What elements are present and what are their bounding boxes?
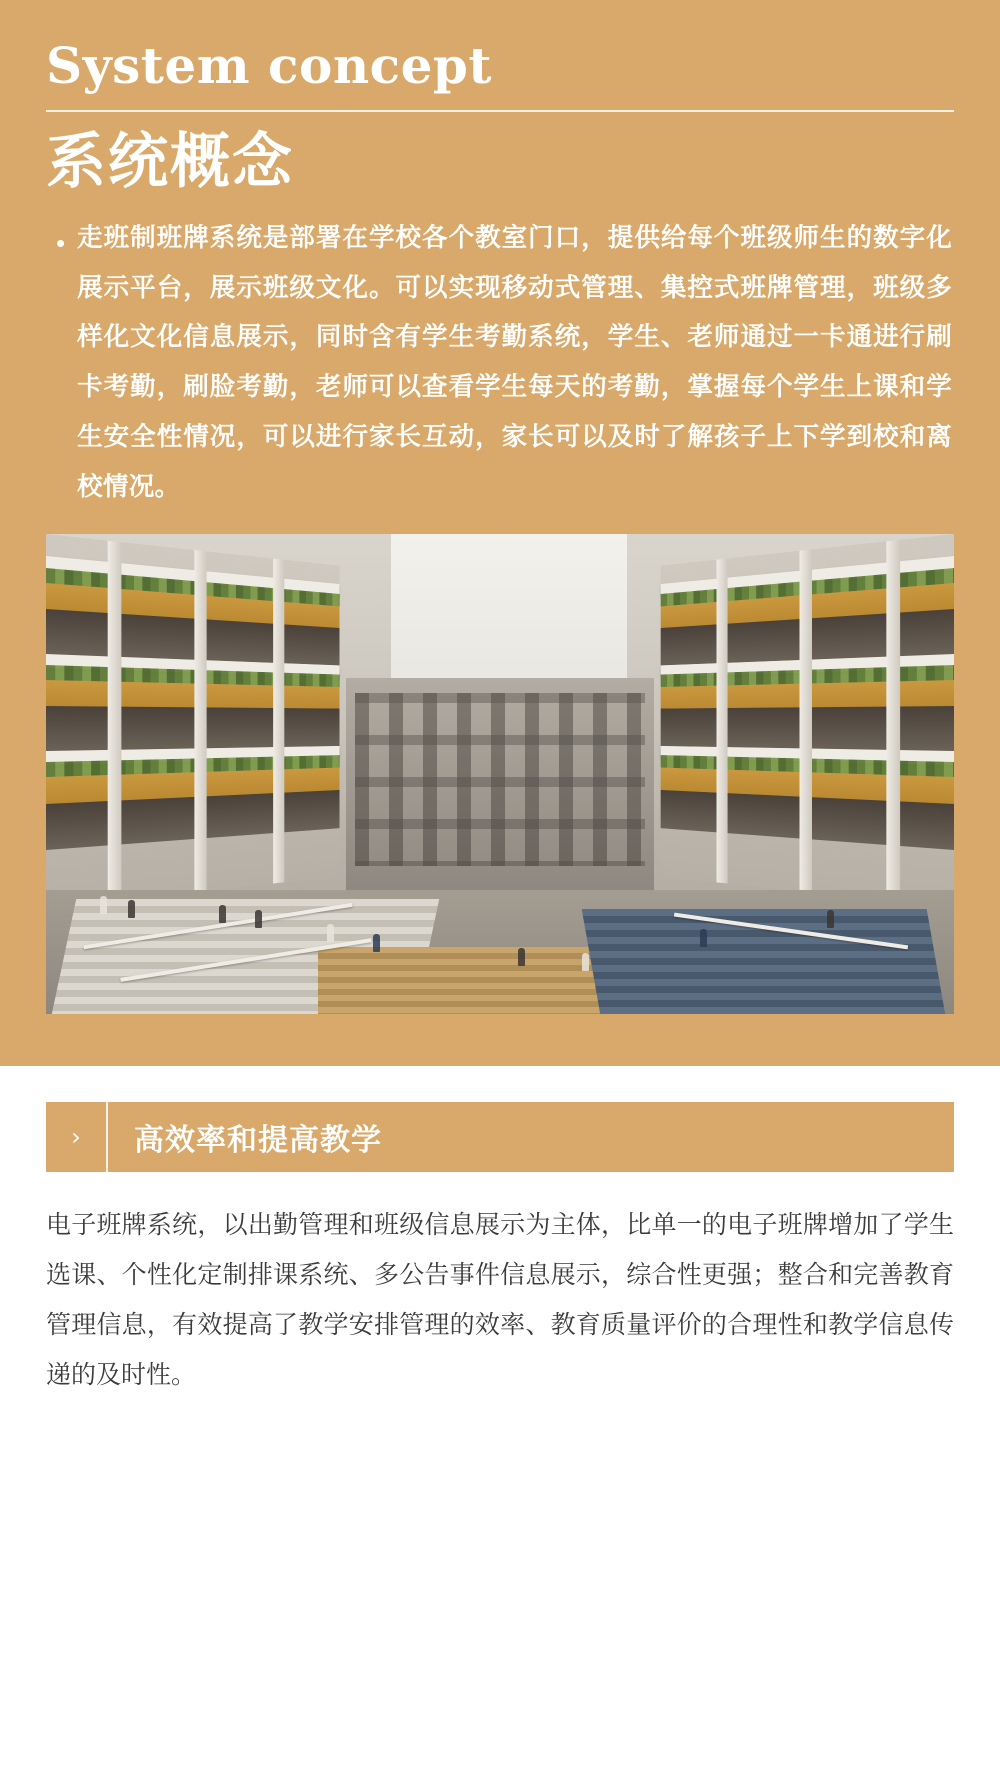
photo-person <box>518 948 525 966</box>
photo-person <box>219 905 226 923</box>
title-divider <box>46 110 954 112</box>
hero-paragraph: 走班制班牌系统是部署在学校各个教室门口，提供给每个班级师生的数字化展示平台，展示班级文化。可以实现移动式管理、集控式班牌管理，班级多样化文化信息展示，同时含有学生考勤系统，学生、老师通过一卡通进行刷卡考勤，刷脸考勤，老师可以查看学生每天的考勤，掌握每个学生上课和学生安全性情况，可以进行家长互动，家长可以及时了解孩子上下学到校和离校情况。 <box>77 223 952 502</box>
photo-center-platform <box>318 947 627 1014</box>
photo-person <box>255 910 262 928</box>
photo-far-windows <box>355 693 646 866</box>
page-title-chinese: 系统概念 <box>46 127 294 197</box>
page-title-english: System concept <box>46 36 492 95</box>
section-heading-bar <box>46 1102 954 1172</box>
section-title: 高效率和提高教学 <box>134 1123 382 1159</box>
photo-person <box>373 934 380 952</box>
photo-person <box>700 929 707 947</box>
hero-body <box>46 214 954 512</box>
photo-person <box>827 910 834 928</box>
photo-left-wing <box>46 534 340 908</box>
section-paragraph: 电子班牌系统，以出勤管理和班级信息展示为主体，比单一的电子班牌增加了学生选课、个性化定制排课系统、多公告事件信息展示，综合性更强；整合和完善教育管理信息，有效提高了教学安排管理的效率、教育质量评价的合理性和教学信息传递的及时性。 <box>46 1210 954 1390</box>
photo-canvas <box>46 534 954 1014</box>
chevron-right-icon: › <box>46 1102 108 1172</box>
bullet-icon: • <box>56 228 66 258</box>
hero-inner <box>0 0 1000 512</box>
photo-right-wing <box>660 534 954 908</box>
photo-person <box>327 924 334 942</box>
photo-person <box>128 900 135 918</box>
photo-person <box>100 896 107 914</box>
photo-person <box>582 953 589 971</box>
photo-skylight <box>391 534 627 697</box>
school-atrium-photo <box>46 534 954 1014</box>
